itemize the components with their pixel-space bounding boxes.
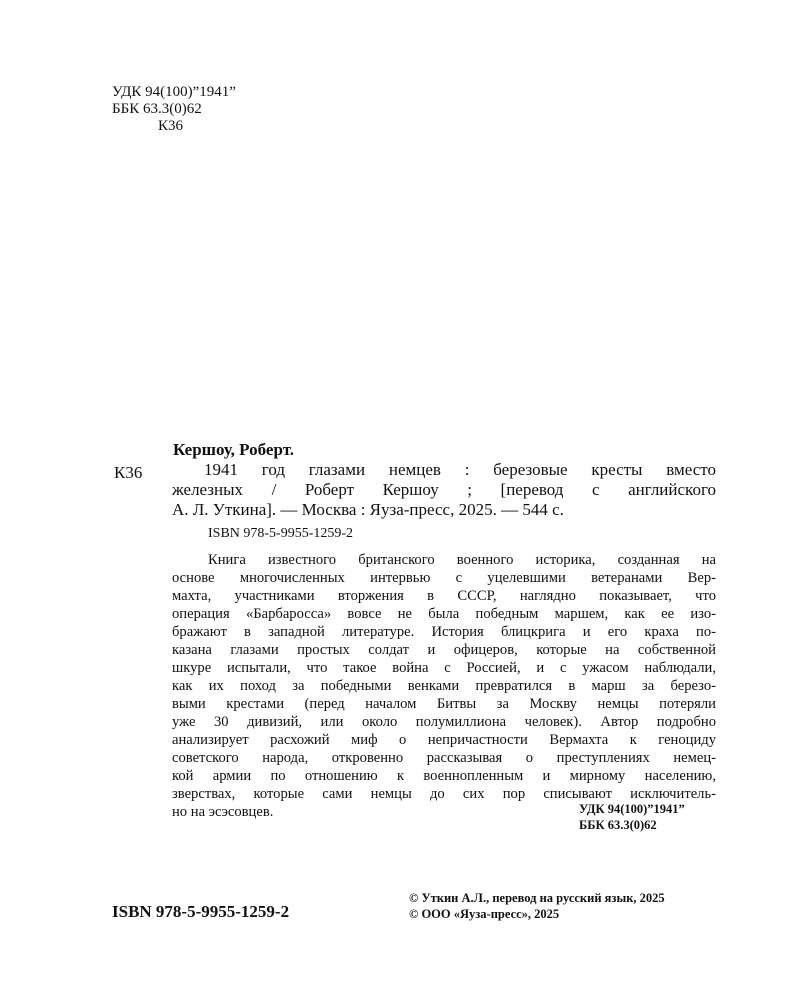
- classification-block-bottom: [579, 801, 685, 833]
- annotation-line: основе многочисленных интервью с уцелевшими ветеранами Вер-: [172, 570, 716, 586]
- annotation-line: шкуре испытали, что такое война с Россией, и с ужасом наблюдали,: [172, 660, 716, 676]
- isbn-card: ISBN 978-5-9955-1259-2: [208, 526, 354, 541]
- copyright-translation: © Уткин А.Л., перевод на русский язык, 2025: [409, 891, 665, 905]
- description-line: железных / Роберт Кершоу ; [перевод с английского: [172, 480, 716, 499]
- annotation-line: зверствах, которые сами немцы до сих пор списывают исключитель-: [172, 786, 716, 802]
- copyright-publisher: © ООО «Яуза-пресс», 2025: [409, 907, 560, 921]
- annotation-line: бражают в западной литературе. История блицкрига и его краха по-: [172, 624, 716, 640]
- annotation-line: советского народа, откровенно рассказывая о преступлениях немец-: [172, 750, 716, 766]
- annotation-line: анализирует расхожий миф о непричастности Вермахта к геноциду: [172, 732, 716, 748]
- isbn-main: ISBN 978-5-9955-1259-2: [112, 902, 290, 921]
- bibliographic-description: [172, 460, 716, 520]
- bbk-code: ББК 63.3(0)62: [579, 818, 657, 832]
- author-sign-margin: К36: [114, 463, 143, 482]
- annotation-line: как их поход за победными венками превратился в марш за березо-: [172, 678, 716, 694]
- annotation-line: Книга известного британского военного историка, созданная на: [208, 552, 716, 568]
- bbk-code: ББК 63.3(0)62: [112, 101, 202, 117]
- annotation-line: махта, участниками вторжения в СССР, наглядно показывает, что: [172, 588, 716, 604]
- annotation-line: уже 30 дивизий, или около полумиллиона человек). Автор подробно: [172, 714, 716, 730]
- annotation-line: кой армии по отношению к военнопленным и мирному населению,: [172, 768, 716, 784]
- annotation-line: казана глазами простых солдат и офицеров, которые на собственной: [172, 642, 716, 658]
- description-line: А. Л. Уткина]. — Москва : Яуза-пресс, 2025. — 544 с.: [172, 500, 564, 519]
- annotation-line: операция «Барбаросса» вовсе не была победным маршем, как ее изо-: [172, 606, 716, 622]
- annotation-line: выми крестами (перед началом Битвы за Москву немцы потеряли: [172, 696, 716, 712]
- classification-block-top: [112, 84, 236, 135]
- author-sign: К36: [158, 118, 184, 134]
- author-heading: Кершоу, Роберт.: [173, 440, 295, 459]
- udk-code: УДК 94(100)”1941”: [579, 802, 685, 816]
- annotation-paragraph: [172, 551, 716, 821]
- description-line: 1941 год глазами немцев : березовые кресты вместо: [204, 460, 716, 479]
- copyright-block: [409, 890, 665, 922]
- udk-code: УДК 94(100)”1941”: [112, 84, 236, 100]
- annotation-line: но на эсэсовцев.: [172, 804, 274, 820]
